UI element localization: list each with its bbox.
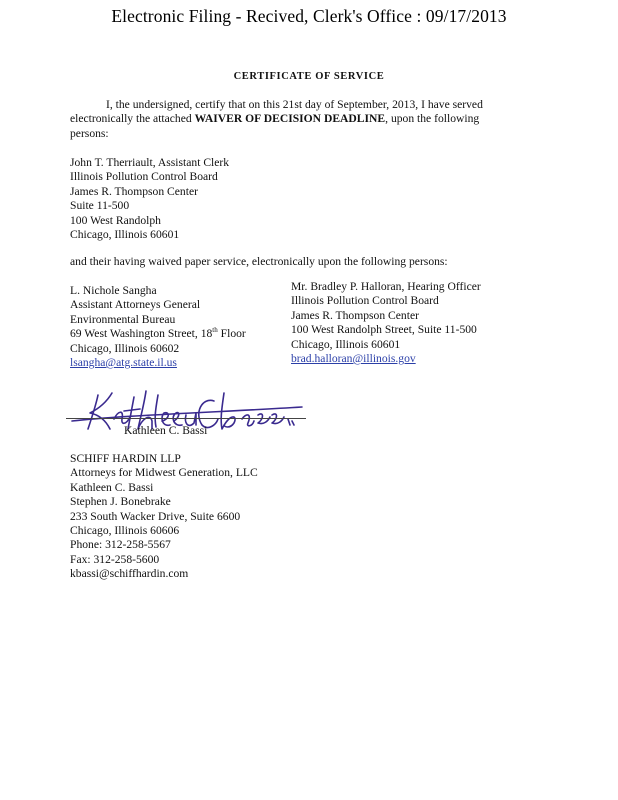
- recipient-title: Assistant Attorneys General: [70, 298, 201, 312]
- firm-name: SCHIFF HARDIN LLP: [70, 452, 181, 465]
- recipient-name: Mr. Bradley P. Halloran, Hearing Officer: [291, 280, 481, 293]
- recipient-street: 100 West Randolph Street, Suite 11-500: [291, 323, 477, 337]
- signatory-name: Kathleen C. Bassi: [124, 424, 208, 437]
- firm-line: 233 South Wacker Drive, Suite 6600: [70, 509, 241, 523]
- document-title: CERTIFICATE OF SERVICE: [233, 71, 385, 82]
- intro-line-1: I, the undersigned, certify that on this 21st day of September, 2013, I have served: [106, 98, 483, 111]
- efiling-header: Electronic Filing - Recived, Clerk's Office : 09/17/2013: [111, 6, 507, 26]
- address-line: James R. Thompson Center: [70, 184, 198, 198]
- recipient-building: James R. Thompson Center: [291, 308, 419, 322]
- intro-line-3: persons:: [70, 126, 109, 140]
- waived-service-text: and their having waived paper service, electronically upon the following persons:: [70, 255, 448, 268]
- recipient-city: Chicago, Illinois 60601: [291, 337, 401, 351]
- address-line: Illinois Pollution Control Board: [70, 170, 218, 184]
- firm-line: Attorneys for Midwest Generation, LLC: [70, 466, 258, 480]
- recipient-right-block: [291, 280, 481, 366]
- recipient-name: L. Nichole Sangha: [70, 284, 157, 297]
- clerk-address-block: [70, 156, 229, 242]
- firm-email[interactable]: kbassi@schiffhardin.com: [70, 567, 189, 581]
- firm-line: Stephen J. Bonebrake: [70, 495, 171, 509]
- recipient-bureau: Environmental Bureau: [70, 312, 176, 326]
- recipient-left-block: [70, 284, 246, 370]
- recipient-email-link[interactable]: brad.halloran@illinois.gov: [291, 352, 416, 366]
- address-line: Chicago, Illinois 60601: [70, 228, 180, 242]
- intro-line-2-post: , upon the following: [385, 112, 480, 126]
- recipient-city: Chicago, Illinois 60602: [70, 341, 180, 355]
- address-line: Suite 11-500: [70, 199, 130, 213]
- document-name: WAIVER OF DECISION DEADLINE: [194, 112, 386, 126]
- intro-line-2-pre: electronically the attached: [70, 112, 195, 126]
- intro-paragraph: [70, 98, 510, 141]
- firm-line: Kathleen C. Bassi: [70, 480, 154, 494]
- firm-phone: Phone: 312-258-5567: [70, 538, 171, 552]
- signature-line: [66, 418, 306, 419]
- firm-fax: Fax: 312-258-5600: [70, 552, 160, 566]
- recipient-org: Illinois Pollution Control Board: [291, 294, 439, 308]
- recipient-street: 69 West Washington Street, 18th Floor: [70, 326, 246, 341]
- address-line: 100 West Randolph: [70, 213, 161, 227]
- recipient-email-link[interactable]: lsangha@atg.state.il.us: [70, 356, 177, 370]
- firm-line: Chicago, Illinois 60606: [70, 524, 180, 538]
- firm-contact-block: [70, 452, 258, 582]
- address-line: John T. Therriault, Assistant Clerk: [70, 156, 230, 169]
